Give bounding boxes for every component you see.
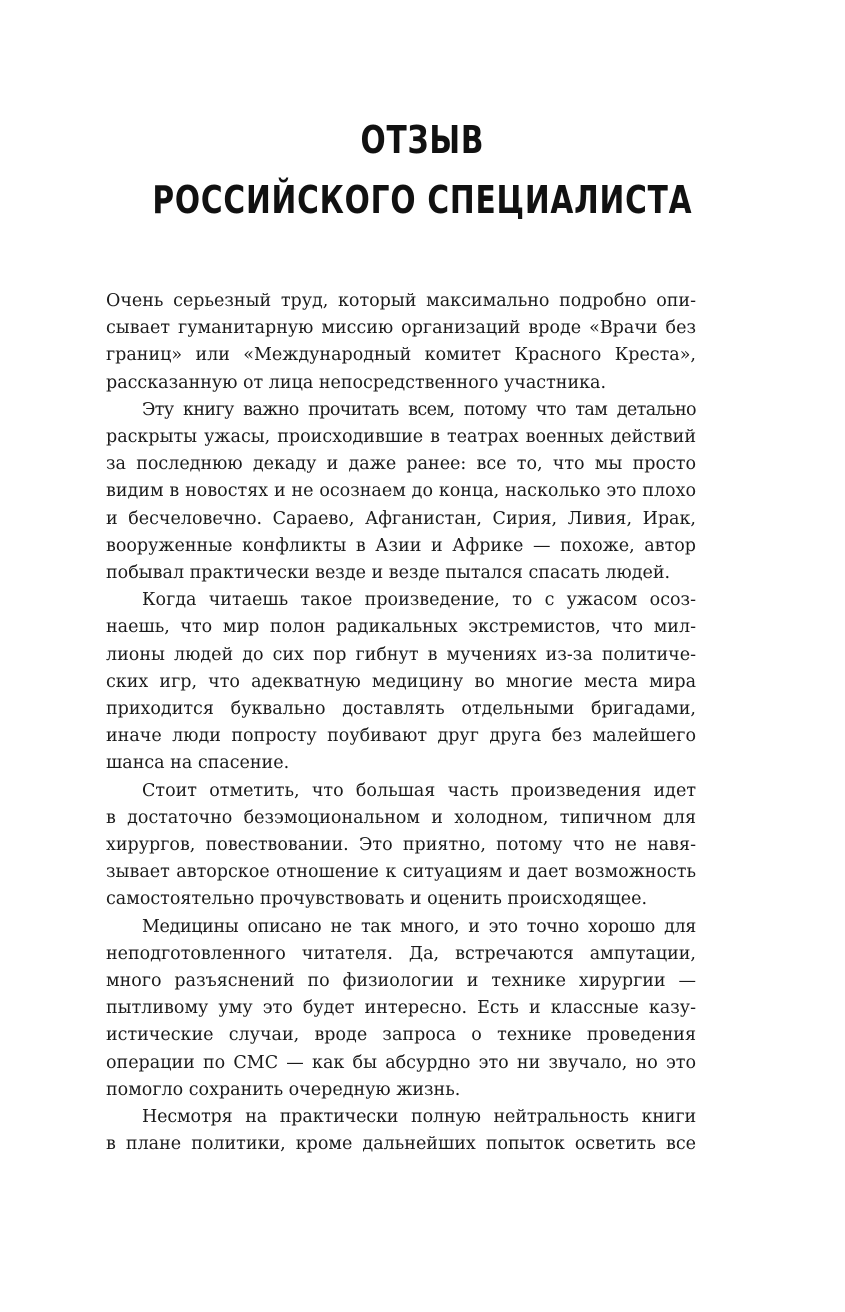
text-line: шанса на спасение. [106, 753, 290, 774]
text-line: ских игр, что адекватную медицину во многие места мира [106, 671, 696, 692]
text-line: в достаточно безэмоциональном и холодном, типичном для [106, 807, 696, 828]
chapter-heading [93, 110, 752, 230]
text-line: помогло сохранить очередную жизнь. [106, 1079, 461, 1100]
text-line: в плане политики, кроме дальнейших попыток осветить все [106, 1134, 696, 1155]
text-line: зывает авторское отношение к ситуациям и дает возможность [106, 862, 696, 883]
paragraph-5 [106, 914, 696, 1104]
paragraph-4 [106, 778, 696, 914]
text-line: истические случаи, вроде запроса о технике проведения [106, 1025, 696, 1046]
paragraph-3 [106, 587, 696, 777]
text-line: хирургов, повествовании. Это приятно, потому что не навя- [106, 835, 696, 856]
text-line: рассказанную от лица непосредственного участника. [106, 372, 607, 393]
text-line: пытливому уму это будет интересно. Есть и классные казу- [106, 998, 696, 1019]
text-line: лионы людей до сих пор гибнут в мучениях из-за политиче- [106, 644, 696, 665]
text-line: самостоятельно прочувствовать и оценить происходящее. [106, 889, 648, 910]
text-line: сывает гуманитарную миссию организаций вроде «Врачи без [106, 318, 696, 339]
text-line: наешь, что мир полон радикальных экстремистов, что мил- [106, 617, 696, 638]
text-line: за последнюю декаду и даже ранее: все то, что мы просто [106, 454, 696, 475]
text-line: приходится буквально доставлять отдельными бригадами, [106, 699, 696, 720]
paragraph-1 [106, 288, 696, 397]
text-line: вооруженные конфликты в Азии и Африке — похоже, автор [106, 535, 696, 556]
text-line: много разъяснений по физиологии и технике хирургии — [106, 971, 696, 992]
text-line: иначе люди попросту поубивают друг друга без малейшего [106, 726, 696, 747]
text-line: и бесчеловечно. Сараево, Афганистан, Сирия, Ливия, Ирак, [106, 508, 696, 529]
text-line: Когда читаешь такое произведение, то с ужасом осоз- [142, 590, 696, 611]
paragraph-2 [106, 397, 696, 587]
text-line: раскрыты ужасы, происходившие в театрах военных действий [106, 427, 696, 448]
text-line: Несмотря на практически полную нейтральность книги [142, 1107, 696, 1128]
text-line: Медицины описано не так много, и это точно хорошо для [142, 916, 696, 937]
text-line: неподготовленного читателя. Да, встречаются ампутации, [106, 943, 696, 964]
body-text [106, 288, 696, 1159]
text-line: операции по СМС — как бы абсурдно это ни звучало, но это [106, 1052, 696, 1073]
text-line: Очень серьезный труд, который максимально подробно опи- [106, 291, 696, 311]
text-line: границ» или «Международный комитет Красного Креста», [106, 345, 696, 366]
text-line: Стоит отметить, что большая часть произведения идет [142, 780, 696, 801]
heading-line-2: РОССИЙСКОГО СПЕЦИАЛИСТА [152, 178, 693, 222]
paragraph-6 [106, 1104, 696, 1158]
text-line: побывал практически везде и везде пытался спасать людей. [106, 563, 671, 584]
heading-line-1: ОТЗЫВ [360, 118, 485, 162]
text-line: видим в новостях и не осознаем до конца, насколько это плохо [106, 481, 696, 502]
text-line: Эту книгу важно прочитать всем, потому что там детально [142, 399, 696, 420]
